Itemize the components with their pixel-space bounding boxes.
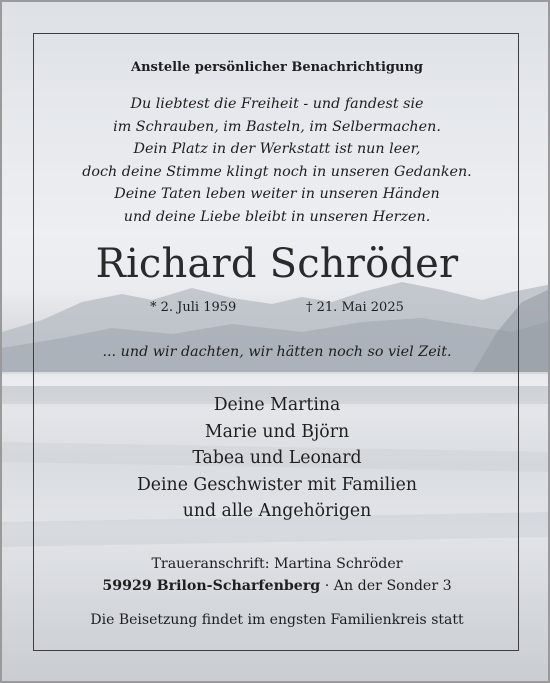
verse-line: Deine Taten leben weiter in unseren Händen	[114, 186, 440, 203]
notice-header: Anstelle persönlicher Benachrichtigung	[130, 60, 424, 75]
deceased-name: Richard Schröder	[95, 241, 459, 287]
address-separator: ·	[324, 577, 330, 594]
street: An der Sonder 3	[333, 577, 452, 594]
mourner-line: und alle Angehörigen	[182, 501, 372, 521]
mourning-address	[2, 576, 550, 598]
verse-line: doch deine Stimme klingt noch in unseren Gedanken.	[82, 163, 472, 180]
verse-line: im Schrauben, im Basteln, im Selbermachen.	[113, 118, 441, 135]
verse-line: Du liebtest die Freiheit - und fandest sie	[130, 96, 424, 112]
mourner-line: Marie und Björn	[204, 421, 350, 442]
birth-date: * 2. Juli 1959	[150, 300, 237, 315]
verse-line: und deine Liebe bleibt in unseren Herzen.	[123, 209, 431, 225]
mourning-address-label: Traueranschrift: Martina Schröder	[151, 556, 403, 572]
death-date: † 21. Mai 2025	[306, 300, 404, 315]
verse-line: Dein Platz in der Werkstatt ist nun leer,	[133, 141, 421, 158]
tagline: ... und wir dachten, wir hätten noch so viel Zeit.	[102, 344, 452, 360]
burial-note: Die Beisetzung findet im engsten Familienkreis statt	[90, 612, 464, 628]
mourner-line: Deine Martina	[213, 395, 341, 415]
postcode-city: 59929 Brilon-Scharfenberg	[102, 577, 321, 594]
mourner-line: Tabea und Leonard	[192, 448, 362, 468]
mourner-line: Deine Geschwister mit Familien	[136, 474, 418, 495]
